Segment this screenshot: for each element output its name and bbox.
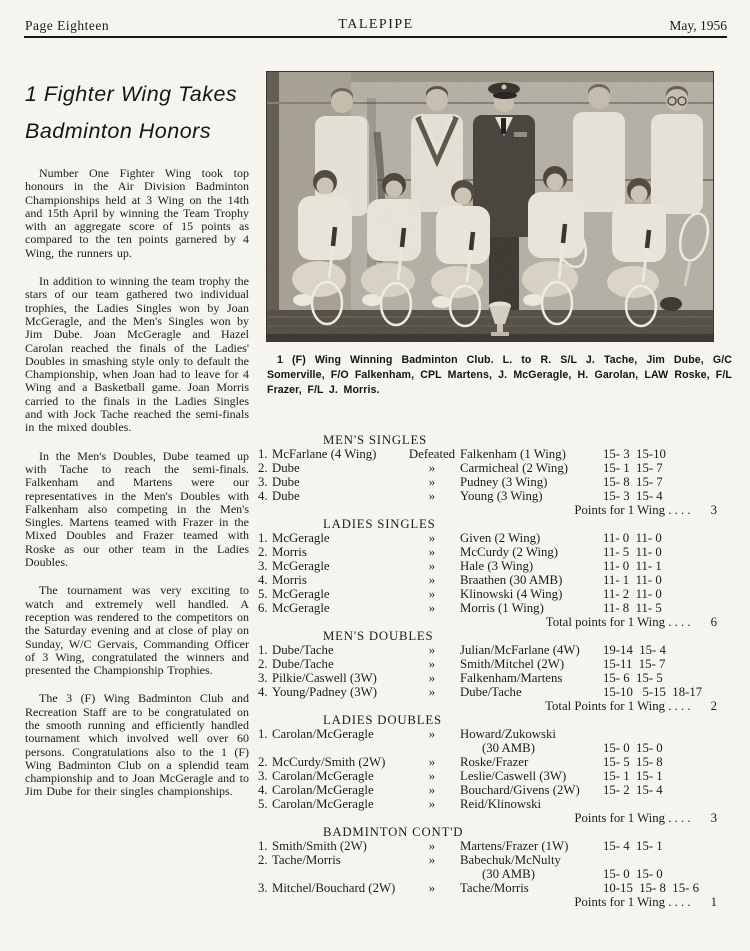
defeated-label: Defeated [408,447,456,461]
article-paragraph: Number One Fighter Wing took top honours in the Air Division Badminton Championships held at 3 Wing on the 14th and 15th April by winning the Team Trophy with an aggregate score of 15 points as compared to the ten points garnered by 4 Wing, the runners up. [25,166,249,260]
row-number: 3. [258,671,268,685]
points-label: Total Points for 1 Wing . . . . [545,699,691,713]
loser-name: Braathen (30 AMB) [460,573,563,587]
row-line1 [257,475,733,489]
match-score: 11- 2 11- 0 [603,587,662,601]
winner-name: Morris [272,573,307,587]
loser-name-line2: (30 AMB) [482,867,535,881]
result-row [257,657,733,671]
section-rows [257,531,733,615]
row-number: 4. [258,573,268,587]
winner-name: Young/Padney (3W) [272,685,377,699]
result-row [257,853,733,881]
row-line1 [257,685,733,699]
match-score: 15- 1 15- 7 [603,461,663,475]
winner-name: McFarlane (4 Wing) [272,447,377,461]
defeated-label: » [428,853,436,867]
result-row [257,783,733,797]
points-value: 1 [710,895,717,909]
article-body [25,167,249,799]
loser-name: Babechuk/McNulty [460,853,561,867]
loser-name: Howard/Zukowski [460,727,556,741]
match-score: 10-15 15- 8 15- 6 [603,881,699,895]
defeated-label: » [428,839,436,853]
match-score: 15- 1 15- 1 [603,769,663,783]
row-line1 [257,797,733,811]
defeated-label: » [428,783,436,797]
defeated-label: » [428,671,436,685]
match-score: 11- 1 11- 0 [603,573,662,587]
winner-name: Carolan/McGeragle [272,769,374,783]
winner-name: Carolan/McGeragle [272,797,374,811]
row-line1 [257,671,733,685]
loser-name: Falkenham (1 Wing) [460,447,566,461]
row-line1 [257,643,733,657]
result-row [257,489,733,503]
row-line1 [257,489,733,503]
loser-name: Falkenham/Martens [460,671,563,685]
results-section [257,433,733,517]
match-score: 11- 8 11- 5 [603,601,662,615]
row-number: 5. [258,587,268,601]
match-score: 15- 4 15- 1 [603,839,663,853]
defeated-label: » [428,881,436,895]
row-number: 1. [258,727,268,741]
defeated-label: » [428,475,436,489]
match-score-line2: 15- 0 15- 0 [603,741,663,755]
winner-name: Dube/Tache [272,657,334,671]
defeated-label: » [428,573,436,587]
section-title: BADMINTON CONT'D [323,825,464,839]
match-score: 19-14 15- 4 [603,643,666,657]
winner-name: Carolan/McGeragle [272,783,374,797]
loser-name: Hale (3 Wing) [460,559,534,573]
result-row [257,755,733,769]
result-row [257,643,733,657]
match-score: 15- 6 15- 5 [603,671,663,685]
loser-name: Reid/Klinowski [460,797,542,811]
points-label: Points for 1 Wing . . . . [574,503,691,517]
section-footer [257,895,733,909]
defeated-label: » [428,727,436,741]
article-headline [25,76,249,150]
defeated-label: » [428,545,436,559]
loser-name: Leslie/Caswell (3W) [460,769,567,783]
points-label: Points for 1 Wing . . . . [574,895,691,909]
loser-name-line2: (30 AMB) [482,741,535,755]
row-line1 [257,657,733,671]
winner-name: McGeragle [272,559,330,573]
row-line1 [257,839,733,853]
section-footer [257,811,733,825]
result-row [257,881,733,895]
defeated-label: » [428,657,436,671]
result-row [257,573,733,587]
match-score: 15- 2 15- 4 [603,783,663,797]
defeated-label: » [428,559,436,573]
row-number: 6. [258,601,268,615]
row-number: 2. [258,853,268,867]
article-paragraph: In addition to winning the team trophy the stars of our team gathered two individual trophies, the Ladies Singles won by Joan McGeragle, and the Men's Singles won by Jim Dube. Joan McGeragle and Hazel Carolan reached the finals of the Ladies' Doubles in smashing style only to default the Championship, when Joan had to leave for 4 Wing and a Basketball game. Joan Morris carried to the finals in the Ladies Singles and with Jock Tache reached the semi-finals in the mixed doubles. [25,274,249,435]
defeated-label: » [428,643,436,657]
results-section [257,825,733,909]
row-line1 [257,545,733,559]
row-line1 [257,727,733,741]
row-number: 1. [258,839,268,853]
winner-name: Dube [272,461,300,475]
team-photo [267,72,713,341]
row-number: 3. [258,475,268,489]
row-line1 [257,531,733,545]
winner-name: Dube/Tache [272,643,334,657]
winner-name: Dube [272,489,300,503]
defeated-label: » [428,797,436,811]
row-number: 2. [258,461,268,475]
winner-name: Carolan/McGeragle [272,727,374,741]
result-row [257,587,733,601]
row-number: 1. [258,531,268,545]
row-number: 3. [258,559,268,573]
result-row [257,769,733,783]
defeated-label: » [428,601,436,615]
row-number: 4. [258,489,268,503]
row-number: 2. [258,755,268,769]
section-footer [257,615,733,629]
section-title: MEN'S SINGLES [323,433,428,447]
headline-line-2: Badminton Honors [25,119,212,143]
row-line1 [257,755,733,769]
result-row [257,685,733,699]
loser-name: Carmicheal (2 Wing) [460,461,568,475]
defeated-label: » [428,531,436,545]
winner-name: McCurdy/Smith (2W) [272,755,386,769]
points-label: Points for 1 Wing . . . . [574,811,691,825]
points-value: 2 [710,699,717,713]
results-section [257,517,733,629]
row-line1 [257,447,733,461]
section-rows [257,643,733,699]
row-line1 [257,559,733,573]
row-line1 [257,601,733,615]
publication-title: TALEPIPE [338,17,414,32]
issue-date: May, 1956 [669,18,727,33]
match-score: 11- 5 11- 0 [603,545,662,559]
result-row [257,545,733,559]
row-line1 [257,587,733,601]
masthead-rule [24,36,727,38]
loser-name: Young (3 Wing) [460,489,543,503]
points-label: Total points for 1 Wing . . . . [545,615,691,629]
match-score: 15- 3 15-10 [603,447,666,461]
points-value: 6 [710,615,717,629]
row-line1 [257,853,733,867]
loser-name: Pudney (3 Wing) [460,475,548,489]
row-number: 1. [258,643,268,657]
match-score: 11- 0 11- 0 [603,531,662,545]
points-value: 3 [710,503,717,517]
result-row [257,559,733,573]
loser-name: Bouchard/Givens (2W) [460,783,580,797]
photo-caption: 1 (F) Wing Winning Badminton Club. L. to R. S/L J. Tache, Jim Dube, G/C Somerville, F/O Falkenham, CPL Martens, J. McGeragle, H. Garolan, LAW Roske, F/L Frazer, F/L J. Morris. [267,354,732,396]
row-line1 [257,881,733,895]
loser-name: Smith/Mitchel (2W) [460,657,565,671]
row-number: 4. [258,783,268,797]
winner-name: Smith/Smith (2W) [272,839,367,853]
section-title: LADIES SINGLES [323,517,436,531]
row-line1 [257,573,733,587]
row-number: 3. [258,881,268,895]
loser-name: Julian/McFarlane (4W) [460,643,580,657]
row-number: 4. [258,685,268,699]
match-score: 15- 5 15- 8 [603,755,663,769]
result-row [257,601,733,615]
result-row [257,531,733,545]
winner-name: Morris [272,545,307,559]
section-rows [257,727,733,811]
article-paragraph: The 3 (F) Wing Badminton Club and Recreation Staff are to be congratulated on the smooth running and efficiently handled tournament which involved well over 60 persons. Congratulations also to the 1 (F) Wing Badminton Club on a splendid team championship and to Joan McGeragle and to Jim Dube for their singles championships. [25,691,249,799]
section-title: MEN'S DOUBLES [323,629,434,643]
article-column [25,76,249,814]
row-number: 1. [258,447,268,461]
defeated-label: » [428,489,436,503]
winner-name: Mitchel/Bouchard (2W) [272,881,396,895]
row-line1 [257,783,733,797]
results [257,433,733,909]
loser-name: Klinowski (4 Wing) [460,587,563,601]
article-paragraph: In the Men's Doubles, Dube teamed up with Tache to reach the semi-finals. Falkenham and Martens were our representatives in the Men's Doubles with Falkenham also competing in the Men's Singles. Martens teamed with Frazer in the Mixed Doubles and Frazer teamed with Roske as our other team in the Ladies Doubles. [25,448,249,570]
row-number: 2. [258,657,268,671]
match-score-line2: 15- 0 15- 0 [603,867,663,881]
team-photo-illustration [267,72,713,341]
winner-name: McGeragle [272,587,330,601]
winner-name: Dube [272,475,300,489]
loser-name: Morris (1 Wing) [460,601,544,615]
row-number: 5. [258,797,268,811]
result-row [257,447,733,461]
section-title: LADIES DOUBLES [323,713,442,727]
defeated-label: » [428,461,436,475]
winner-name: Pilkie/Caswell (3W) [272,671,377,685]
section-rows [257,447,733,503]
match-score: 15-11 15- 7 [603,657,666,671]
match-score: 15- 8 15- 7 [603,475,663,489]
result-row [257,461,733,475]
results-section [257,713,733,825]
row-line1 [257,769,733,783]
section-footer [257,503,733,517]
defeated-label: » [428,755,436,769]
result-row [257,475,733,489]
points-value: 3 [710,811,717,825]
row-number: 3. [258,769,268,783]
match-score: 15- 3 15- 4 [603,489,663,503]
loser-name: Tache/Morris [460,881,529,895]
row-line1 [257,461,733,475]
loser-name: Given (2 Wing) [460,531,541,545]
defeated-label: » [428,587,436,601]
article-paragraph: The tournament was very exciting to watch and extremely well handled. A reception was rendered to the competitors on the Saturday evening and at close of play on Sunday, W/C Gervais, Commanding Officer of 3 Wing, congratulated the winners and presented the Championship Trophies. [25,583,249,678]
defeated-label: » [428,769,436,783]
results-section [257,629,733,713]
result-row [257,727,733,755]
loser-name: Dube/Tache [460,685,522,699]
masthead [25,16,727,36]
match-score: 11- 0 11- 1 [603,559,662,573]
headline-line-1: 1 Fighter Wing Takes [25,82,238,106]
result-row [257,671,733,685]
winner-name: McGeragle [272,601,330,615]
row-number: 2. [258,545,268,559]
row-line2 [257,741,733,755]
loser-name: Roske/Frazer [460,755,529,769]
page-number: Page Eighteen [25,18,110,33]
defeated-label: » [428,685,436,699]
result-row [257,839,733,853]
section-rows [257,839,733,895]
loser-name: Martens/Frazer (1W) [460,839,569,853]
winner-name: McGeragle [272,531,330,545]
result-row [257,797,733,811]
section-footer [257,699,733,713]
match-score: 15-10 5-15 18-17 [603,685,703,699]
row-line2 [257,867,733,881]
loser-name: McCurdy (2 Wing) [460,545,559,559]
winner-name: Tache/Morris [272,853,341,867]
